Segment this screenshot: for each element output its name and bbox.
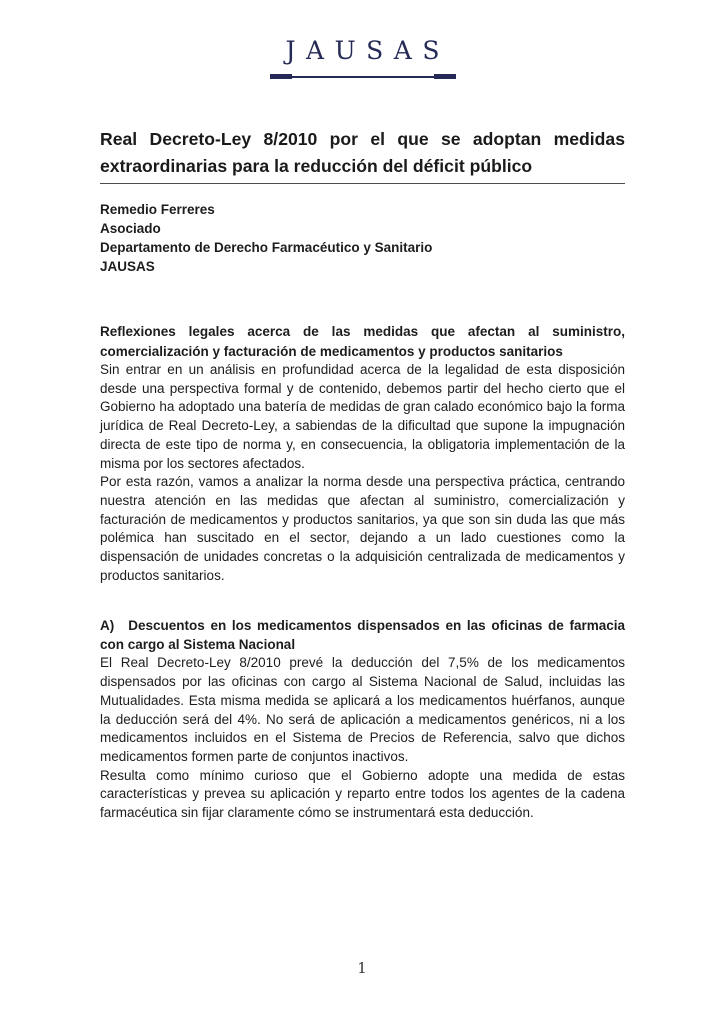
paragraph-section-a-2: Resulta como mínimo curioso que el Gobierno adopte una medida de estas características y prevea su aplicación y reparto entre todos los agentes de la cadena farmacéutica sin fijar claramente cómo se instrumentará esta deducción. xyxy=(100,767,625,821)
author-name: Remedio Ferreres xyxy=(100,202,215,217)
jausas-logo-rule xyxy=(270,74,456,79)
paragraph-intro-1: Sin entrar en un análisis en profundidad acerca de la legalidad de esta disposición desde una perspectiva formal y de contenido, debemos partir del hecho cierto que el Gobierno ha adoptado una batería de medidas de gran calado económico bajo la forma jurídica de Real Decreto-Ley, a sabiendas de la dificultad que supone la impugnación directa de este tipo de norma y, en consecuencia, la obligatoria implementación de la misma por los sectores afectados. xyxy=(100,362,625,471)
jausas-logo-text: JAUSAS xyxy=(285,36,450,65)
document-title: Real Decreto-Ley 8/2010 por el que se adoptan medidas extraordinarias para la reducción del déficit público xyxy=(100,126,625,184)
author-block xyxy=(100,200,625,276)
author-firm: JAUSAS xyxy=(100,259,155,274)
section-a-heading-text: Descuentos en los medicamentos dispensados en las oficinas de farmacia con cargo al Sistema Nacional xyxy=(100,618,625,653)
author-role: Asociado xyxy=(100,221,161,236)
page-number: 1 xyxy=(357,959,367,977)
paragraph-section-a-1: El Real Decreto-Ley 8/2010 prevé la deducción del 7,5% de los medicamentos dispensados por las oficinas con cargo al Sistema Nacional de Salud, incluidas las Mutualidades. Esta misma medida se aplicará a los medicamentos huérfanos, aunque la deducción será del 4%. No será de aplicación a medicamentos genéricos, ni a los medicamentos incluidos en el Sistema de Precios de Referencia, salvo que dichos medicamentos formen parte de conjuntos inactivos. xyxy=(100,655,625,764)
logo-rule-bar xyxy=(292,76,434,78)
jausas-logo xyxy=(100,38,625,79)
logo-rule-end-right xyxy=(434,74,456,79)
author-department: Departamento de Derecho Farmacéutico y Sanitario xyxy=(100,240,433,255)
section-subheading: Reflexiones legales acerca de las medidas que afectan al suministro, comercialización y facturación de medicamentos y productos sanitarios xyxy=(100,324,625,359)
paragraph-intro-2: Por esta razón, vamos a analizar la norma desde una perspectiva práctica, centrando nuestra atención en las medidas que afectan al suministro, comercialización y facturación de medicamentos y productos sanitarios, ya que son sin duda las que más polémica han suscitado en el sector, dejando a un lado cuestiones como la dispensación de unidades concretas o la adquisición centralizada de medicamentos y productos sanitarios. xyxy=(100,474,625,583)
section-a-label: A) xyxy=(100,618,115,634)
logo-rule-end-left xyxy=(270,74,292,79)
section-a-heading xyxy=(100,616,625,654)
